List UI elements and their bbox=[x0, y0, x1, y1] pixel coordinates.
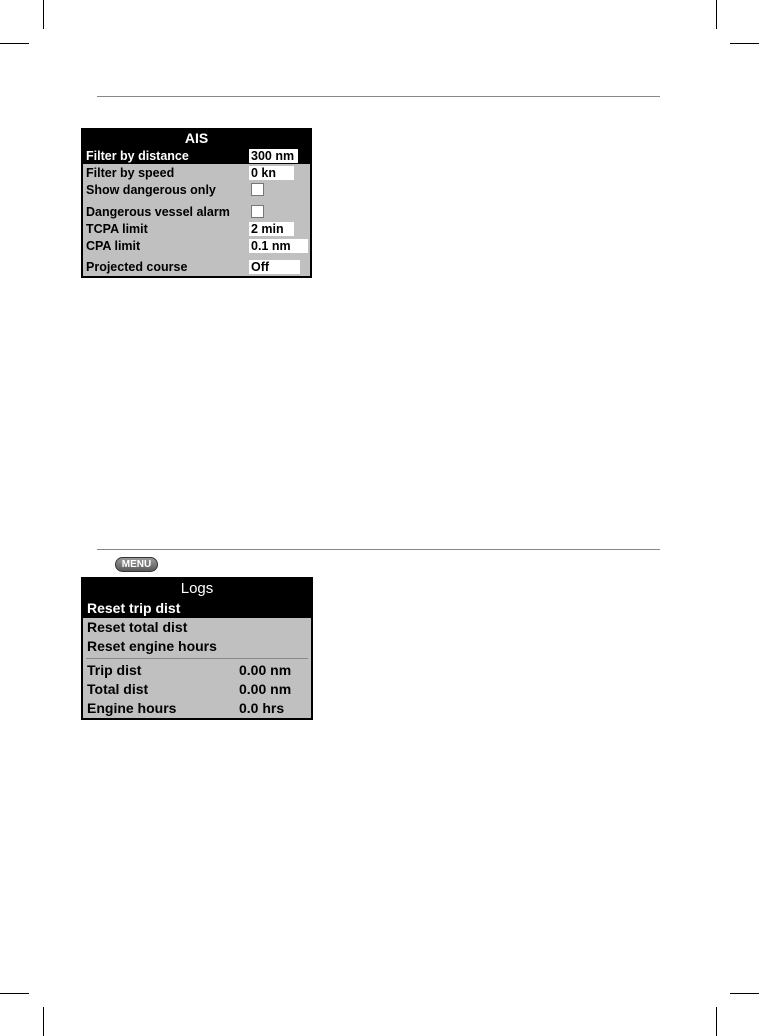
logs-separator bbox=[86, 658, 308, 659]
row-label: Filter by distance bbox=[86, 149, 189, 163]
ais-row-cpa-limit[interactable] bbox=[83, 238, 310, 254]
row-label: Reset total dist bbox=[87, 619, 188, 635]
crop-mark bbox=[730, 993, 759, 994]
dangerous-alarm-checkbox[interactable] bbox=[251, 205, 264, 218]
ais-row-tcpa-limit[interactable] bbox=[83, 221, 310, 237]
crop-mark bbox=[716, 0, 717, 29]
logs-engine-hours bbox=[83, 699, 311, 718]
trip-dist-value: 0.00 nm bbox=[239, 662, 292, 678]
engine-hours-value: 0.0 hrs bbox=[239, 700, 285, 716]
section-rule bbox=[97, 96, 660, 97]
projected-course-value[interactable]: Off bbox=[249, 260, 300, 274]
ais-panel-body bbox=[83, 148, 310, 276]
tcpa-limit-value[interactable]: 2 min bbox=[249, 222, 294, 236]
ais-row-show-dangerous-only[interactable] bbox=[83, 182, 310, 198]
crop-mark bbox=[0, 43, 29, 44]
row-label: Total dist bbox=[87, 681, 149, 697]
row-label: Filter by speed bbox=[86, 166, 175, 180]
logs-reset-engine-hours[interactable] bbox=[83, 637, 311, 656]
logs-panel-body bbox=[83, 599, 311, 718]
row-label: Reset trip dist bbox=[87, 600, 181, 616]
row-label: Reset engine hours bbox=[87, 638, 217, 654]
logs-panel bbox=[81, 577, 313, 720]
row-label: Engine hours bbox=[87, 700, 177, 716]
section-rule bbox=[97, 549, 660, 550]
logs-panel-title: Logs bbox=[180, 580, 214, 597]
row-label: Projected course bbox=[86, 260, 188, 274]
logs-total-dist bbox=[83, 680, 311, 699]
ais-row-projected-course[interactable] bbox=[83, 259, 310, 275]
ais-row-filter-by-distance[interactable] bbox=[83, 148, 310, 164]
logs-reset-trip-dist[interactable] bbox=[83, 599, 311, 618]
total-dist-value: 0.00 nm bbox=[239, 681, 292, 697]
row-label: Dangerous vessel alarm bbox=[86, 205, 230, 219]
ais-panel bbox=[81, 128, 312, 278]
row-label: CPA limit bbox=[86, 239, 141, 253]
row-label: Show dangerous only bbox=[86, 183, 216, 197]
row-label: TCPA limit bbox=[86, 222, 148, 236]
cpa-limit-value[interactable]: 0.1 nm bbox=[249, 239, 308, 253]
menu-key-icon: MENU bbox=[115, 557, 158, 572]
crop-mark bbox=[43, 1007, 44, 1036]
crop-mark bbox=[716, 1007, 717, 1036]
row-label: Trip dist bbox=[87, 662, 142, 678]
ais-panel-title: AIS bbox=[184, 130, 209, 146]
logs-reset-total-dist[interactable] bbox=[83, 618, 311, 637]
show-dangerous-checkbox[interactable] bbox=[251, 183, 264, 196]
logs-trip-dist bbox=[83, 661, 311, 680]
crop-mark bbox=[730, 43, 759, 44]
ais-row-filter-by-speed[interactable] bbox=[83, 165, 310, 181]
filter-speed-value[interactable]: 0 kn bbox=[249, 166, 294, 180]
crop-mark bbox=[0, 993, 29, 994]
crop-mark bbox=[43, 0, 44, 29]
filter-distance-value[interactable]: 300 nm bbox=[249, 149, 298, 163]
ais-row-dangerous-vessel-alarm[interactable] bbox=[83, 204, 310, 220]
